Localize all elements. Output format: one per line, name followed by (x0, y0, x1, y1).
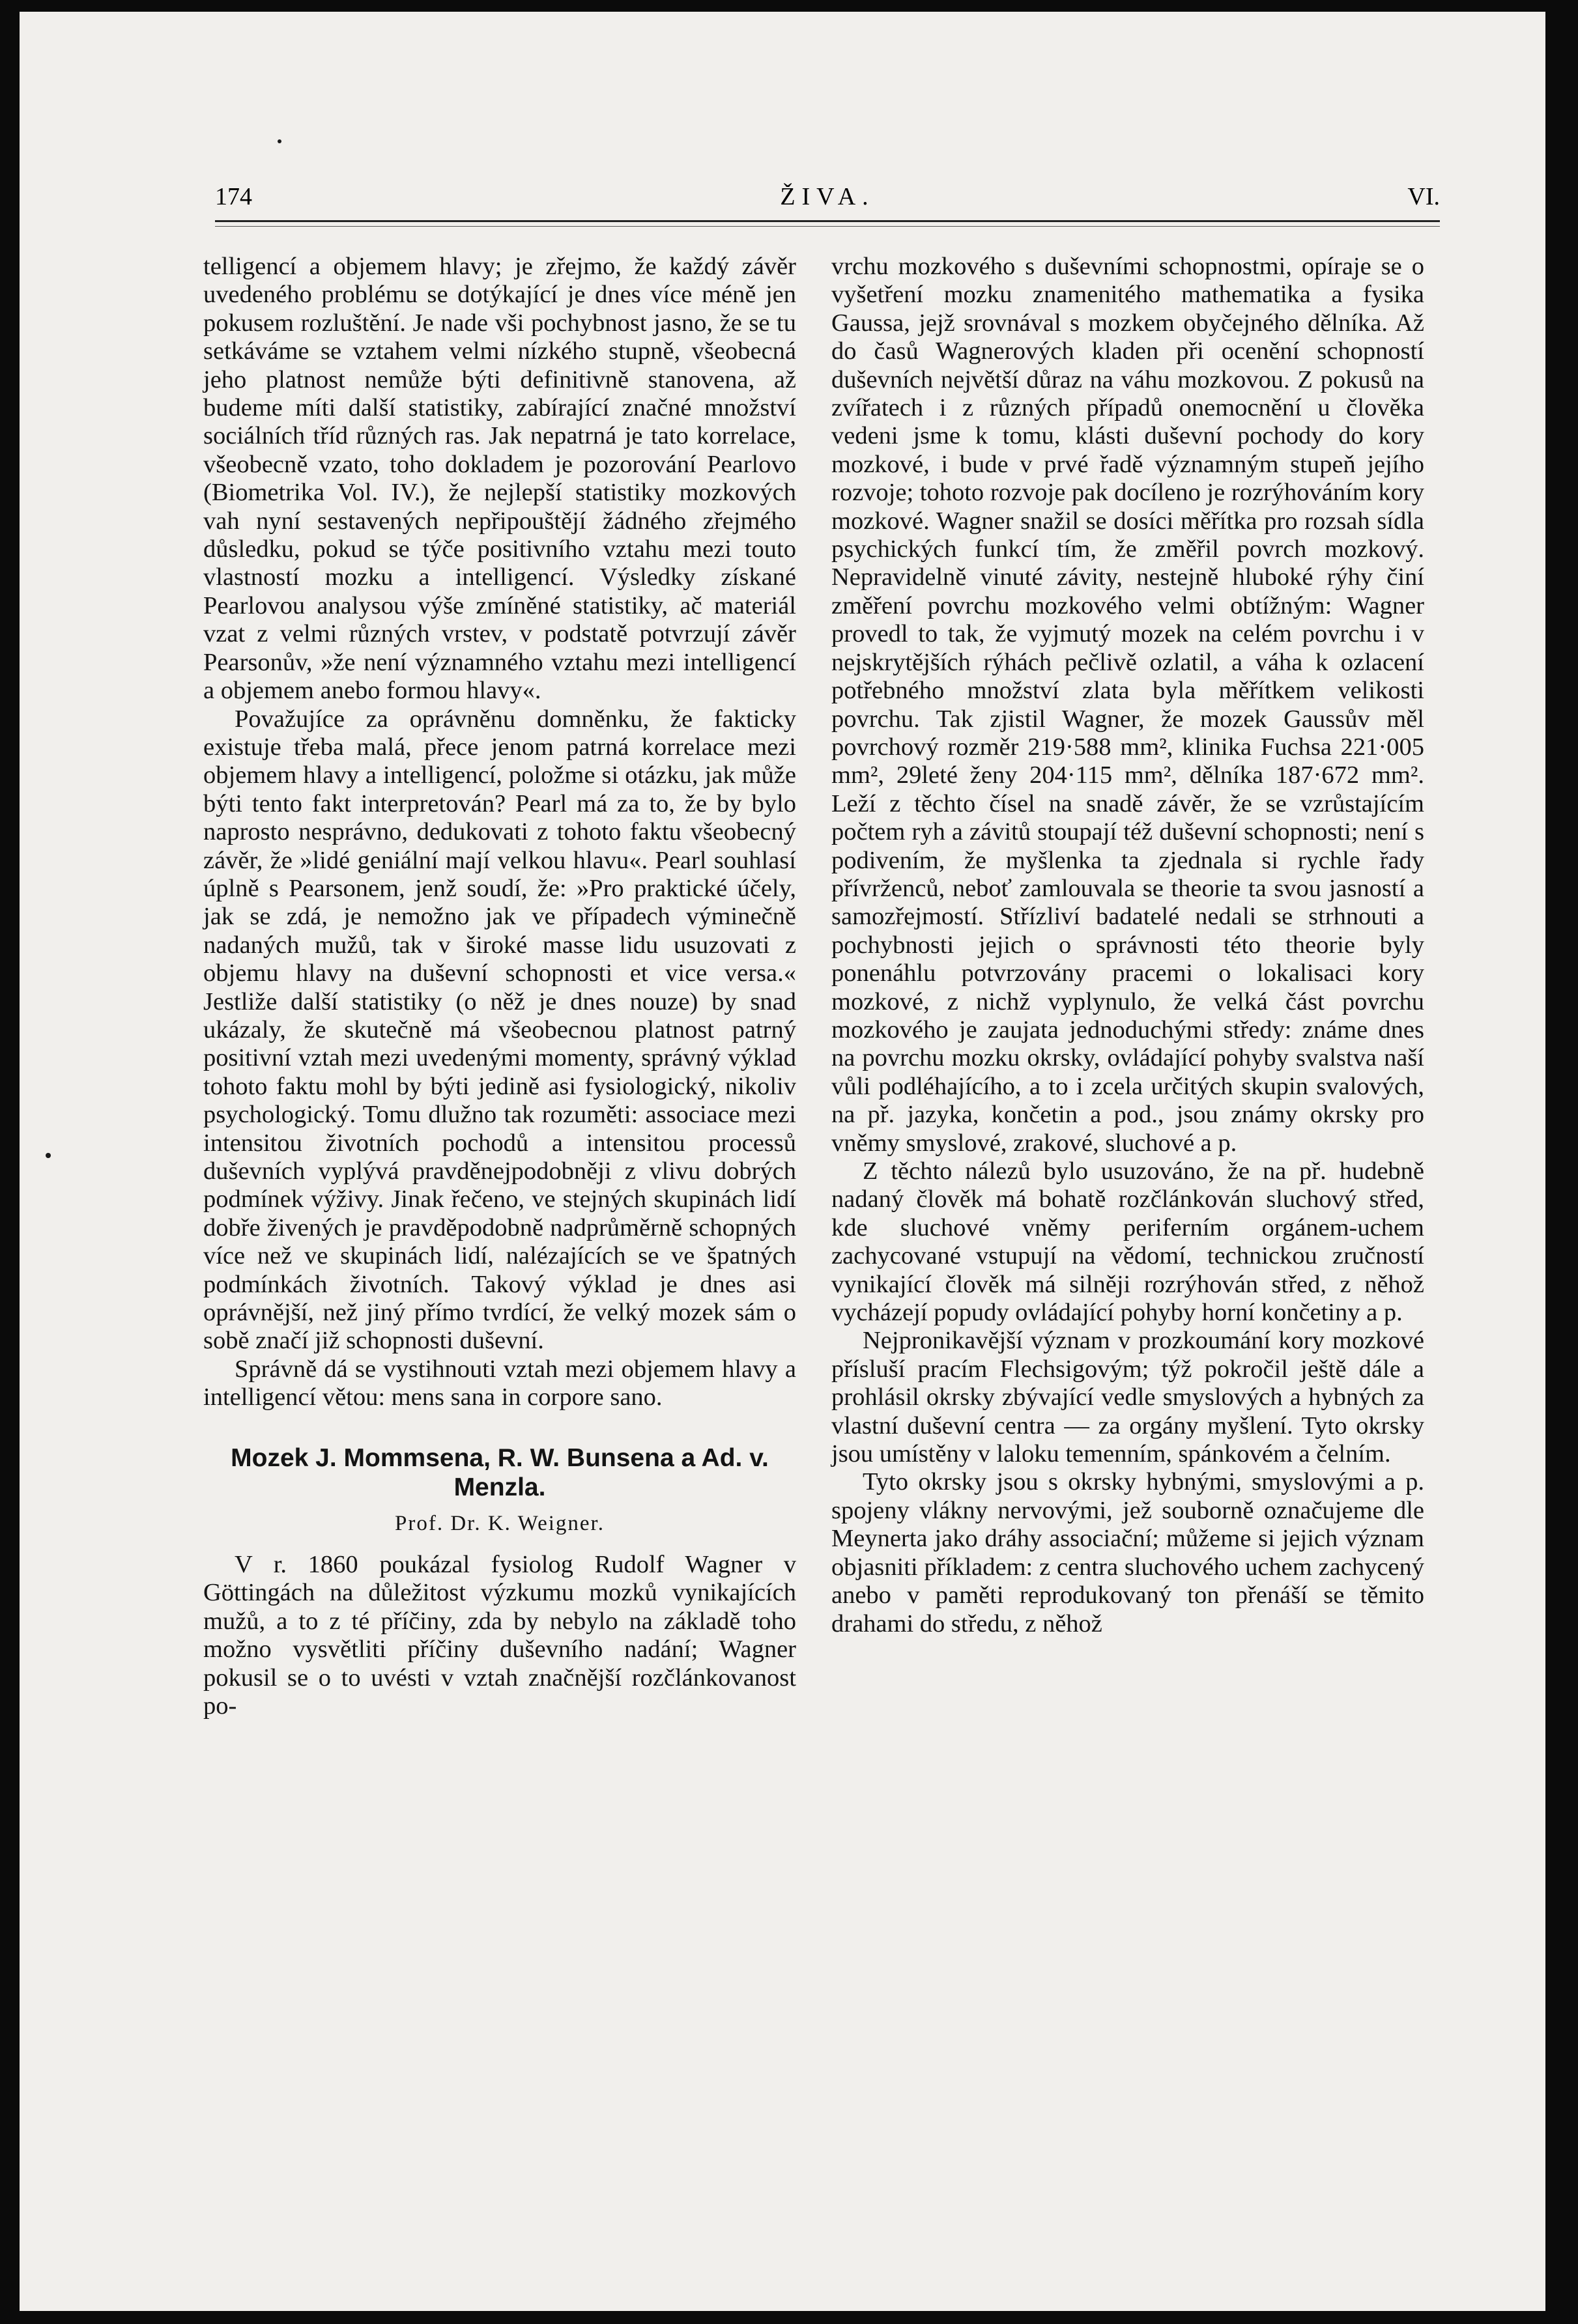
left-paragraph-3: Správně dá se vystihnouti vztah mezi objemem hlavy a intelligencí větou: mens sana in corpore sano. (203, 1355, 796, 1411)
right-paragraph-3: Nejpronikavější význam v prozkoumání kory mozkové přísluší pracím Flechsigovým; týž pokročil ještě dále a prohlásil okrsky zbývající vedle smyslových a hybných za vlastní duševní centra — za orgány myšlení. Tyto okrsky jsou umístěny v laloku temenním, spánkovém a čelním. (831, 1327, 1424, 1468)
scanned-page (20, 12, 1545, 2311)
running-head (215, 182, 1440, 221)
volume-number: VI. (1407, 183, 1440, 210)
right-paragraph-2: Z těchto nálezů bylo usuzováno, že na př. hudebně nadaný člověk má bohatě rozčlánkován sluchový střed, kde sluchové vněmy periferním orgánem-uchem zachycované vstupují na vědomí, technickou zručností vynikající člověk má silněji rozrýhován střed, z něhož vycházejí popudy ovládající pohyby horní končetiny a p. (831, 1157, 1424, 1327)
right-column (831, 253, 1424, 1638)
header-rule (215, 220, 1440, 227)
scan-speck (278, 139, 281, 143)
left-paragraph-4: V r. 1860 poukázal fysiolog Rudolf Wagner v Göttingách na důležitost výzkumu mozků vynikajících mužů, a to z té příčiny, zda by nebylo na základě toho možno vysvětliti příčiny duševního nadání; Wagner pokusil se o to uvésti v vztah značnější rozčlánkovanost po- (203, 1551, 796, 1720)
article-author: Prof. Dr. K. Weigner. (395, 1511, 605, 1535)
page-number: 174 (215, 183, 252, 210)
right-paragraph-4: Tyto okrsky jsou s okrsky hybnými, smyslovými a p. spojeny vlákny nervovými, jež souborně označujeme dle Meynerta jako dráhy associační; můžeme si jejich význam objasniti příkladem: z centra sluchového uchem zachycený anebo v paměti reprodukovaný ton přenáší se těmito drahami do středu, z něhož (831, 1468, 1424, 1637)
article-heading: Mozek J. Mommsena, R. W. Bunsena a Ad. v. Menzla. (231, 1443, 769, 1501)
left-column (203, 253, 796, 1721)
left-paragraph-1: telligencí a objemem hlavy; je zřejmo, že každý závěr uvedeného problému se dotýkající je dnes více méně jen pokusem rozluštění. Je nade vši pochybnost jasno, že se tu setkáváme se vztahem velmi nízkého stupně, všeobecná jeho platnost nemůže býti definitivně stanovena, až budeme míti další statistiky, zabírající značné množství sociálních tříd různých ras. Jak nepatrná je tato korrelace, všeobecně vzato, toho dokladem je pozorování Pearlovo (Biometrika Vol. IV.), že nejlepší statistiky mozkových vah nyní sestavených nepřipouštějí žádného zřejmého důsledku, pokud se týče positivního vztahu mezi touto vlastností mozku a intelligencí. Výsledky získané Pearlovou analysou výše zmíněné statistiky, ač materiál vzat z velmi různých vrstev, v podstatě potvrzují závěr Pearsonův, »že není významného vztahu mezi intelligencí a objemem anebo formou hlavy«. (203, 253, 796, 705)
right-paragraph-1: vrchu mozkového s duševními schopnostmi, opíraje se o vyšetření mozku znamenitého mathematika a fysika Gaussa, jejž srovnával s mozkem obyčejného dělníka. Až do časů Wagnerových kladen při ocenění schopností duševních největší důraz na váhu mozkovou. Z pokusů na zvířatech i z různých případů onemocnění u člověka vedeni jsme k tomu, klásti duševní pochody do kory mozkové, i bude v prvé řadě významným stupeň jejího rozvoje; tohoto rozvoje pak docíleno je rozrýhováním kory mozkové. Wagner snažil se dosíci měřítka pro rozsah sídla psychických funkcí tím, že změřil povrch mozkový. Nepravidelně vinuté závity, nestejně hluboké rýhy činí změření povrchu mozkového velmi obtížným: Wagner provedl to tak, že vyjmutý mozek na celém povrchu i v nejskrytějších rýhách pečlivě ozlatil, a váha k ozlacení potřebného množství zlata byla měřítkem velikosti povrchu. Tak zjistil Wagner, že mozek Gaussův měl povrchový rozměr 219·588 mm², klinika Fuchsa 221·005 mm², 29leté ženy 204·115 mm², dělníka 187·672 mm². Leží z těchto čísel na snadě závěr, že se vzrůstajícím počtem ryh a závitů stoupají též duševní schopnosti; není s podivením, že myšlenka ta zjednala si rychle řady přívrženců, neboť zamlouvala se theorie ta svou jasností a samozřejmostí. Střízliví badatelé nedali se strhnouti a pochybnosti jejich o správnosti této theorie byly ponenáhlu potvrzovány pracemi o lokalisaci kory mozkové, z nichž vyplynulo, že velká část povrchu mozkového je zaujata jednoduchými středy: známe dnes na povrchu mozku okrsky, ovládající pohyby svalstva naší vůli podléhajícího, a to i zcela určitých skupin svalových, na př. jazyka, končetin a pod., jsou známy okrsky pro vněmy smyslové, zrakové, sluchové a p. (831, 253, 1424, 1157)
left-paragraph-2: Považujíce za oprávněnu domněnku, že fakticky existuje třeba malá, přece jenom patrná korrelace mezi objemem hlavy a intelligencí, položme si otázku, jak může býti tento fakt interpretován? Pearl má za to, že by bylo naprosto nesprávno, dedukovati z tohoto faktu všeobecný závěr, že »lidé geniální mají velkou hlavu«. Pearl souhlasí úplně s Pearsonem, jenž soudí, že: »Pro praktické účely, jak se zdá, je nemožno jak ve případech výminečně nadaných mužů, tak v široké masse lidu usuzovati z objemu hlavy na duševní schopnosti et vice versa.« Jestliže další statistiky (o něž je dnes nouze) by snad ukázaly, že skutečně má všeobecnou platnost patrný positivní vztah mezi uvedenými momenty, správný výklad tohoto faktu mohl by býti jedině asi fysiologický, nikoliv psychologický. Tomu dlužno tak rozuměti: associace mezi intensitou životních pochodů a intensitou processů duševních vyplývá pravděnejpodobněji z vlivu dobrých podmínek výživy. Jinak řečeno, ve stejných skupinách lidí dobře živených je pravděpodobně nadprůměrně schopných více než ve skupinách lidí, nalézajících se ve špatných podmínkách životních. Takový výklad je dnes asi oprávnější, než jiný přímo tvrdící, že velký mozek sám o sobě značí již schopnosti duševní. (203, 705, 796, 1355)
scan-speck (46, 1153, 51, 1158)
journal-title: ŽIVA. (780, 183, 875, 210)
